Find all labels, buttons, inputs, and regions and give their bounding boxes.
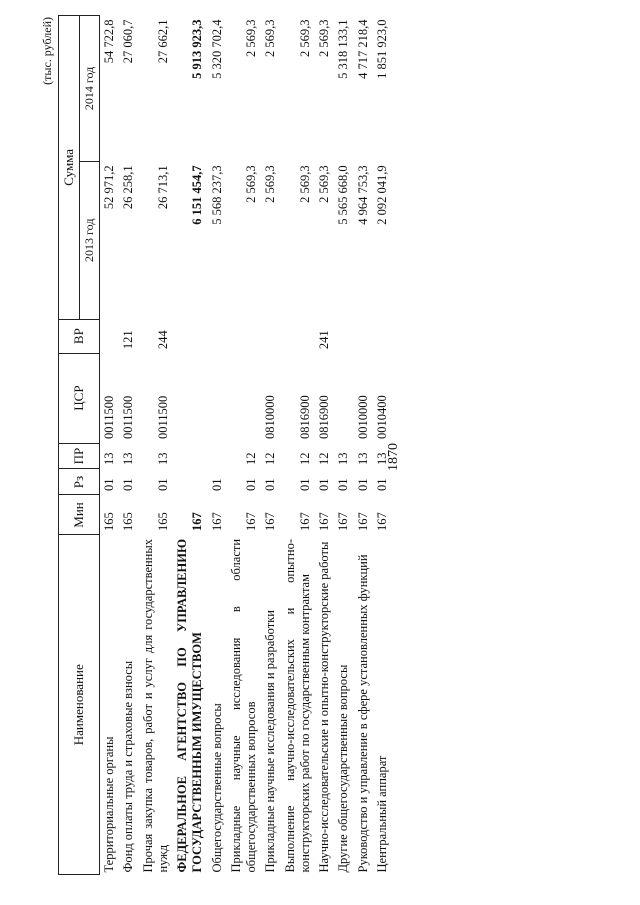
row-rz: 01: [336, 478, 351, 491]
row-amount-2014: 1 851 923,0: [374, 19, 389, 79]
row-min: 167: [263, 512, 278, 531]
row-vr: 241: [317, 330, 331, 350]
row-name: Фонд оплаты труда и страховые взносы: [121, 660, 136, 873]
row-min: 167: [190, 512, 205, 531]
row-amount-2013: 52 971,2: [102, 165, 116, 210]
row-csr: 0011500: [155, 395, 170, 440]
row-vr: [334, 319, 353, 353]
header-2013: 2013 год: [80, 161, 100, 319]
units-label: (тыс. рублей): [40, 17, 54, 85]
row-pr: 13: [121, 452, 136, 465]
row-pr: 12: [244, 452, 258, 465]
row-min: 167: [374, 512, 389, 531]
row-min: 167: [355, 512, 370, 531]
row-amount-2014: 2 569,3: [244, 19, 258, 57]
table-body: [100, 16, 393, 875]
row-rz: 01: [317, 478, 331, 491]
row-pr: 12: [317, 452, 331, 465]
row-name: Прочая закупка товаров, работ и услуг для государственных нужд: [140, 538, 170, 873]
row-name: Прикладные научные исследования в области общегосударственных вопросов: [228, 538, 258, 873]
row-csr: 0816900: [297, 395, 312, 440]
row-name: Территориальные органы: [102, 736, 116, 873]
page-number: 1870: [386, 443, 401, 471]
row-amount-2013: 26 713,1: [155, 165, 170, 210]
header-rz: Рз: [59, 469, 100, 495]
row-csr: [208, 353, 227, 443]
row-csr: 0011500: [121, 395, 136, 440]
row-amount-2014: 5 913 923,3: [190, 19, 205, 79]
row-csr: [227, 353, 262, 443]
row-vr: [354, 319, 373, 353]
row-rz: 01: [102, 478, 116, 491]
table-row: [261, 16, 280, 875]
row-vr: 121: [121, 330, 136, 350]
table-row: [208, 16, 227, 875]
row-name: Руководство и управление в сфере установленных функций: [355, 554, 370, 873]
row-amount-2014: 2 569,3: [317, 19, 331, 57]
table-row: [173, 16, 208, 875]
row-amount-2013: 26 258,1: [121, 165, 136, 210]
row-amount-2014: 2 569,3: [297, 19, 312, 57]
row-amount-2014: 27 060,7: [121, 19, 136, 64]
row-min: 167: [297, 512, 312, 531]
row-rz: [173, 469, 208, 495]
row-rz: 01: [244, 478, 258, 491]
row-amount-2013: 5 568 237,3: [209, 165, 224, 225]
row-pr: 13: [336, 452, 351, 465]
row-name: Другие общегосударственные вопросы: [336, 664, 351, 873]
header-vr: ВР: [59, 319, 100, 353]
table-row: [373, 16, 392, 875]
row-name: Прикладные научные исследования и разработки: [263, 610, 278, 873]
row-amount-2013: 2 569,3: [244, 165, 258, 203]
row-vr: [261, 319, 280, 353]
row-csr: [334, 353, 353, 443]
row-rz: 01: [263, 478, 278, 491]
row-rz: 01: [121, 478, 136, 491]
row-csr: 0010400: [374, 395, 389, 440]
header-pr: ПР: [59, 443, 100, 469]
row-name: Научно-исследовательские и опытно-конструкторские работы: [317, 541, 331, 873]
row-pr: [208, 443, 227, 469]
row-min: 167: [244, 512, 258, 531]
header-2014: 2014 год: [80, 16, 100, 162]
table-row: [100, 16, 120, 875]
row-amount-2013: 5 565 668,0: [336, 165, 351, 225]
header-csr: ЦСР: [59, 353, 100, 443]
row-name: ФЕДЕРАЛЬНОЕ АГЕНТСТВО ПО УПРАВЛЕНИЮ ГОСУДАРСТВЕННЫМ ИМУЩЕСТВОМ: [175, 538, 205, 873]
row-amount-2014: 27 662,1: [155, 19, 170, 64]
table-row: [139, 16, 174, 875]
header-min: Мин: [59, 495, 100, 535]
row-amount-2013: 2 569,3: [297, 165, 312, 203]
table-row: [354, 16, 373, 875]
table-row: [227, 16, 262, 875]
row-csr: [173, 353, 208, 443]
row-amount-2013: 6 151 454,7: [190, 165, 205, 225]
row-amount-2013: 2 092 041,9: [374, 165, 389, 225]
row-rz: 01: [297, 478, 312, 491]
row-rz: 01: [155, 478, 170, 491]
row-pr: 13: [374, 452, 389, 465]
row-min: 165: [102, 512, 116, 531]
row-csr: 0010000: [355, 395, 370, 440]
row-amount-2013: 4 964 753,3: [355, 165, 370, 225]
header-name: Наименование: [59, 535, 100, 875]
row-pr: 12: [297, 452, 312, 465]
row-pr: 13: [355, 452, 370, 465]
row-pr: 13: [155, 452, 170, 465]
row-csr: 0816900: [317, 395, 331, 440]
table-row: [315, 16, 334, 875]
row-csr: 0810000: [263, 395, 278, 440]
row-vr: [373, 319, 392, 353]
row-amount-2014: 4 717 218,4: [355, 19, 370, 79]
row-amount-2014: 54 722,8: [102, 19, 116, 64]
row-amount-2014: 5 320 702,4: [209, 19, 224, 79]
row-vr: [281, 319, 316, 353]
row-amount-2014: 2 569,3: [263, 19, 278, 57]
row-pr: 12: [263, 452, 278, 465]
row-rz: 01: [374, 478, 389, 491]
row-amount-2013: 2 569,3: [317, 165, 331, 203]
row-amount-2014: 5 318 133,1: [336, 19, 351, 79]
row-vr: [100, 319, 120, 353]
row-csr: 0011500: [102, 395, 116, 440]
row-name: Выполнение научно-исследовательских и опытно-конструкторских работ по государственным контрактам: [282, 538, 312, 873]
row-pr: 13: [102, 452, 116, 465]
row-min: 165: [121, 512, 136, 531]
row-rz: 01: [209, 478, 224, 491]
row-amount-2013: 2 569,3: [263, 165, 278, 203]
header-sum: Сумма: [59, 16, 80, 320]
row-min: 167: [209, 512, 224, 531]
row-vr: [173, 319, 208, 353]
row-min: 167: [336, 512, 351, 531]
row-name: Центральный аппарат: [374, 755, 389, 873]
row-min: 167: [317, 512, 331, 531]
row-vr: [208, 319, 227, 353]
table-row: [334, 16, 353, 875]
table-row: [119, 16, 138, 875]
row-name: Общегосударственные вопросы: [209, 703, 224, 873]
budget-table: [58, 15, 392, 875]
row-vr: 244: [155, 330, 170, 350]
row-vr: [227, 319, 262, 353]
row-pr: [173, 443, 208, 469]
row-rz: 01: [355, 478, 370, 491]
row-min: 165: [155, 512, 170, 531]
table-row: [281, 16, 316, 875]
